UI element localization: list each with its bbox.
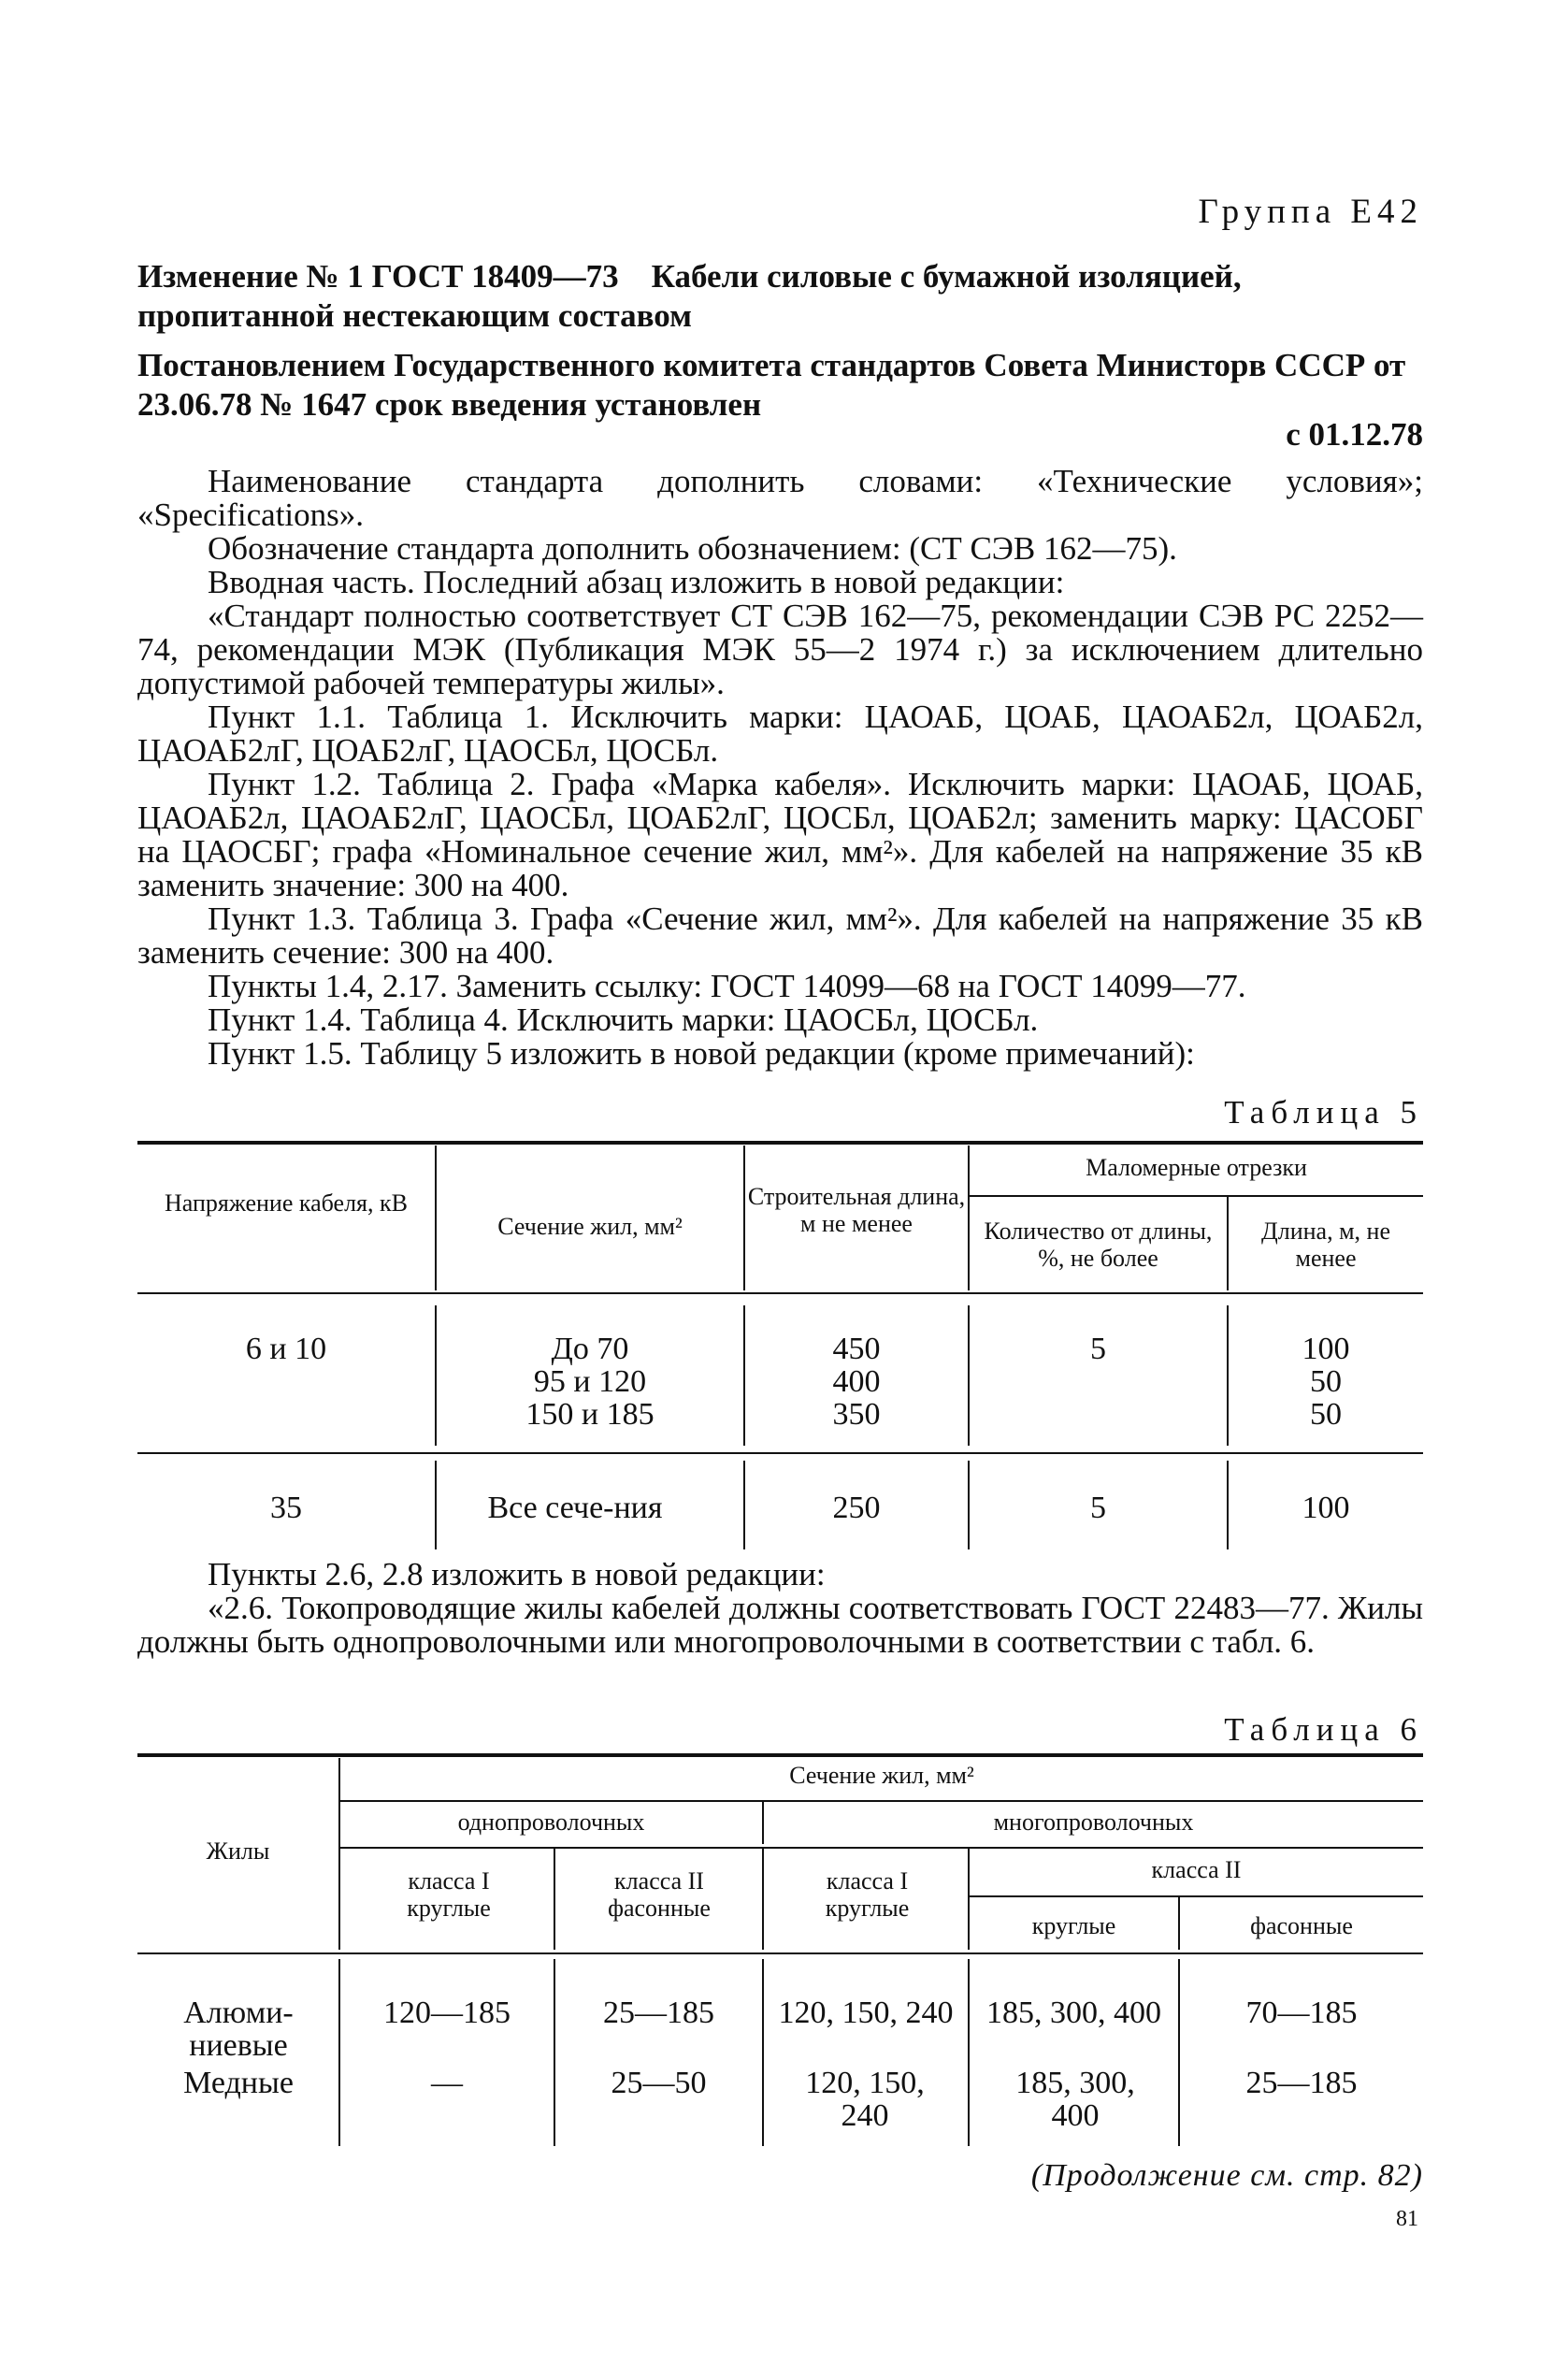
table5-header-voltage: Напряжение кабеля, кВ [165,1189,408,1217]
paragraph: Пункт 1.2. Таблица 2. Графа «Марка кабеля». Исключить марки: ЦАОАБ, ЦОАБ, ЦАОАБ2л, ЦАОАБ2лГ, ЦАОСБл, ЦОАБ2лГ, ЦОСБл, ЦОАБ2л; заменить марку: ЦАСОБГ на ЦАОСБГ; графа «Номинальное сечение жил, мм²». Для кабелей на напряжение 35 кВ заменить значение: 300 на 400. [137,766,1423,903]
table5-cell: 250 [832,1491,881,1525]
table6-cell: 25—185 [603,1996,714,2030]
paragraph: Пункт 1.3. Таблица 3. Графа «Сечение жил, мм²». Для кабелей на напряжение 35 кВ заменить сечение: 300 на 400. [137,901,1423,971]
table6-header-class1: класса I круглые [407,1867,491,1922]
table6-cell: 185, 300, 400 [1015,2066,1135,2133]
group-code: Группа Е42 [1198,193,1423,231]
table6-divider [762,1849,764,1950]
table5-divider [968,1305,970,1446]
table6-subheader-rule [338,1847,1423,1849]
table6-cell: Алюми-ниевые [183,1996,294,2063]
table6-subheader-rule [338,1800,1423,1802]
table5-cell: 35 [270,1491,302,1525]
table5-header-length: Длина, м, не менее [1261,1218,1390,1272]
table5-cell: 100 [1302,1332,1350,1366]
table6-cell: — [431,2066,463,2100]
table5-cell: Все сече-ния [487,1491,663,1525]
paragraph: Вводная часть. Последний абзац изложить в новой редакции: [208,564,1065,600]
section-2-text [137,1558,1423,1659]
paragraph: Наименование стандарта дополнить словами: «Технические условия»; «Specifications». [137,463,1423,533]
table6-cell: Медные [183,2066,294,2100]
table6-divider [554,1849,555,1950]
table6-divider [338,1959,340,2146]
paragraph: Пункт 1.1. Таблица 1. Исключить марки: ЦАОАБ, ЦОАБ, ЦАОАБ2л, ЦОАБ2л, ЦАОАБ2лГ, ЦОАБ2лГ, ЦАОСБл, ЦОСБл. [137,699,1423,769]
table5-cell: 100 [1302,1491,1350,1525]
table5-subheader-rule [968,1195,1423,1197]
table6-header-section: Сечение жил, мм² [789,1762,974,1789]
paragraph: Обозначение стандарта дополнить обозначением: (СТ СЭВ 162—75). [208,530,1177,567]
table5-cell: 150 и 185 [525,1397,655,1432]
table6-header-rule [137,1952,1423,1954]
continued-note: (Продолжение см. стр. 82) [1030,2158,1423,2193]
decree-text: Постановлением Государственного комитета стандартов Совета Министорв СССР от 23.06.78 № 1647 срок введения установлен [137,347,1406,423]
table5-row-rule [137,1452,1423,1454]
table5-header-build-length: Строительная длина, м не менее [747,1183,966,1237]
table5-top-rule [137,1141,1423,1145]
table6-cell: 185, 300, 400 [986,1996,1161,2030]
table5-cell: 6 и 10 [245,1332,327,1366]
standard-name: Кабели силовые с бумажной изоляцией, пропитанной нестекающим составом [137,258,1242,334]
table5-cell: 50 [1310,1397,1342,1432]
amendment-number: Изменение № 1 ГОСТ 18409—73 [137,258,619,295]
table6-cell: 120—185 [383,1996,511,2030]
table6-cell: 25—185 [1245,2066,1358,2100]
table6-header-m-round: круглые [1031,1912,1116,1939]
amendment-body [137,465,1423,1071]
table6-cell: 120, 150, 240 [778,1996,954,2030]
table6-top-rule [137,1753,1423,1757]
paragraph: Пункт 1.4. Таблица 4. Исключить марки: ЦАОСБл, ЦОСБл. [208,1001,1039,1038]
table6-cell: 120, 150, 240 [805,2066,925,2133]
table5-cell: 5 [1090,1332,1106,1366]
paragraph: Пункты 1.4, 2.17. Заменить ссылку: ГОСТ 14099—68 на ГОСТ 14099—77. [208,968,1246,1004]
table6-header-single: однопроволочных [457,1808,645,1836]
table6-cell: 25—50 [611,2066,707,2100]
table6-subheader-rule [968,1895,1423,1897]
table5-title: Таблица 5 [1224,1094,1423,1131]
paragraph: «Стандарт полностью соответствует СТ СЭВ 162—75, рекомендации СЭВ РС 2252—74, рекомендации МЭК (Публикация МЭК 55—2 1974 г.) за исключением длительно допустимой рабочей температуры жилы». [137,598,1423,701]
amendment-title [137,257,1423,336]
table5-header-section: Сечение жил, мм² [497,1213,683,1240]
paragraph: «2.6. Токопроводящие жилы кабелей должны соответствовать ГОСТ 22483—77. Жилы должны быть однопроволочными или многопроволочными в соответствии с табл. 6. [137,1590,1423,1660]
table6-header-multi: многопроволочных [993,1808,1194,1836]
table6-title: Таблица 6 [1224,1711,1423,1748]
table6-divider [1178,1959,1180,2146]
effective-date: с 01.12.78 [1286,416,1423,453]
table5-cell: 5 [1090,1491,1106,1525]
table6-cell: 70—185 [1245,1996,1358,2030]
table5-cell: 450 [832,1332,881,1366]
table6-header-cores: Жилы [206,1837,270,1865]
table5-cell: До 70 [551,1332,629,1366]
table6-header-m-shaped: фасонные [1250,1912,1353,1939]
table5-header-short-pieces: Маломерные отрезки [1086,1154,1307,1181]
page-number: 81 [1396,2207,1418,2231]
table5-cell: 95 и 120 [533,1364,647,1399]
table5-cell: 350 [832,1397,881,1432]
table5-header-count: Количество от длины, %, не более [984,1218,1213,1272]
table6-divider [968,1959,970,2146]
table5-cell: 400 [832,1364,881,1399]
table6-header-m-class2: класса II [1151,1856,1242,1883]
table5-divider [435,1461,437,1549]
paragraph: Пункты 2.6, 2.8 изложить в новой редакции: [208,1556,826,1592]
table5-header-rule [137,1292,1423,1294]
table6-header-m-class1: класса I круглые [825,1867,910,1922]
table6-divider [554,1959,555,2146]
table6-header-class2: класса II фасонные [608,1867,711,1922]
table6-divider [762,1959,764,2146]
table5-cell: 50 [1310,1364,1342,1399]
paragraph: Пункт 1.5. Таблицу 5 изложить в новой редакции (кроме примечаний): [208,1035,1195,1072]
